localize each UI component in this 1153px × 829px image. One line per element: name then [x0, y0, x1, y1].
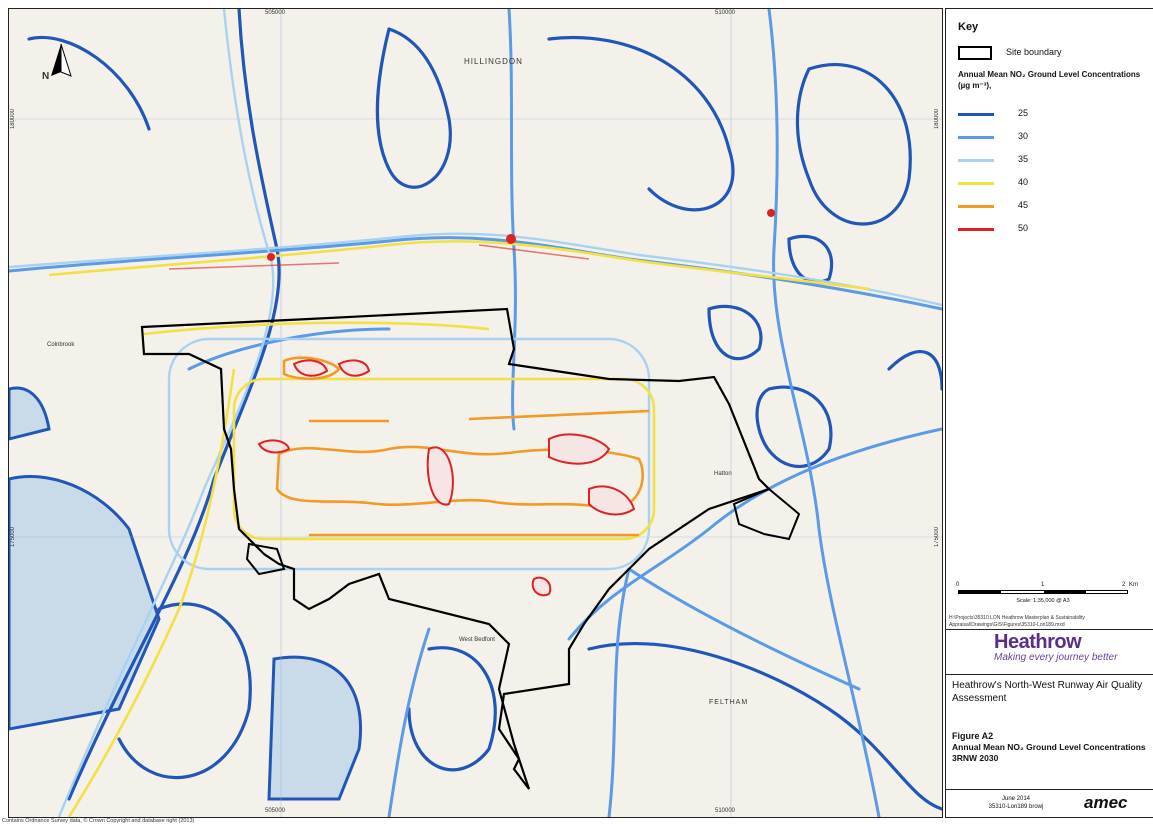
site-boundary-swatch — [958, 46, 992, 60]
map-frame[interactable] — [8, 8, 943, 818]
reservoir-water — [9, 388, 49, 439]
copyright-notice: Contains Ordnance Survey data, © Crown Copyright and database right (2013) — [2, 818, 195, 824]
reservoir-water — [9, 476, 159, 729]
legend-swatch — [958, 205, 994, 208]
reservoir-water — [269, 657, 361, 799]
legend-title: Key — [958, 21, 979, 33]
legend-value: 30 — [1018, 131, 1029, 141]
northing-label-right: 180000 — [934, 109, 940, 130]
file-path: H:\Projects\35310 LON Heathrow Masterplan & Sustainability Appraisal\Drawings\GIS\Figures\35310-Lon189.mxd — [949, 615, 1085, 628]
northing-label-right: 175000 — [934, 527, 940, 548]
easting-label-top: 505000 — [265, 10, 286, 16]
north-arrow — [51, 44, 71, 76]
north-label: N — [42, 71, 50, 82]
legend-item-25 — [958, 108, 1144, 120]
concentration-heading: Annual Mean NO₂ Ground Level Concentrations (µg m⁻³), — [958, 70, 1141, 90]
junction-hotspot — [506, 234, 516, 244]
legend-value: 45 — [1018, 200, 1029, 210]
legend-value: 40 — [1018, 177, 1029, 187]
figure-title: Annual Mean NO₂ Ground Level Concentrations 3RNW 2030 — [952, 742, 1146, 763]
legend-value: 35 — [1018, 154, 1029, 164]
site-boundary — [142, 309, 769, 789]
scale-tick-label: 1 — [1041, 582, 1045, 588]
legend-swatch — [958, 113, 994, 116]
legend-item-30 — [958, 131, 1144, 143]
heathrow-logo — [994, 631, 1117, 663]
no2-concentration-map — [9, 9, 942, 817]
junction-hotspot — [267, 253, 275, 261]
figure-label: Figure A2 — [952, 731, 994, 741]
scale-bar-graphic — [958, 590, 1128, 594]
legend-value: 50 — [1018, 223, 1029, 233]
legend-item-35 — [958, 154, 1144, 166]
legend-swatch — [958, 136, 994, 139]
place-label: HILLINGDON — [464, 57, 523, 66]
project-title: Heathrow's North-West Runway Air Quality Assessment — [952, 680, 1143, 704]
place-label: Hatton — [714, 471, 732, 477]
legend-item-40 — [958, 177, 1144, 189]
divider — [946, 674, 1153, 675]
legend-panel — [945, 8, 1153, 818]
place-label: West Bedfont — [459, 637, 495, 643]
legend-value: 25 — [1018, 108, 1029, 118]
easting-label-bottom: 505000 — [265, 808, 286, 814]
legend-swatch — [958, 159, 994, 162]
footer-date: June 2014 — [1001, 796, 1031, 802]
divider — [946, 789, 1153, 790]
place-label: Colnbrook — [47, 342, 75, 348]
footer-date-ref — [976, 795, 1056, 811]
divider — [946, 629, 1153, 630]
legend-swatch — [958, 182, 994, 185]
scale-text: Scale: 1:35,000 @ A3 — [1016, 598, 1070, 604]
legend-item-45 — [958, 200, 1144, 212]
junction-hotspot — [767, 209, 775, 217]
easting-label-top: 510000 — [715, 10, 736, 16]
easting-label-bottom: 510000 — [715, 808, 736, 814]
legend-swatch — [958, 228, 994, 231]
scale-tick-label: 2 — [1122, 582, 1126, 588]
legend-item-50 — [958, 223, 1144, 235]
place-label: FELTHAM — [709, 699, 749, 706]
footer-reference: 35310-Lon189 browj — [988, 804, 1044, 810]
client-name: Heathrow — [994, 631, 1082, 653]
client-tagline: Making every journey better — [994, 652, 1118, 663]
scale-unit: Km — [1129, 582, 1138, 588]
northing-label-left: 175000 — [10, 527, 16, 548]
amec-logo: amec — [1084, 793, 1128, 812]
northing-label-left: 180000 — [10, 109, 16, 130]
scale-tick-label: 0 — [956, 582, 960, 588]
site-boundary-label: Site boundary — [1006, 47, 1062, 57]
